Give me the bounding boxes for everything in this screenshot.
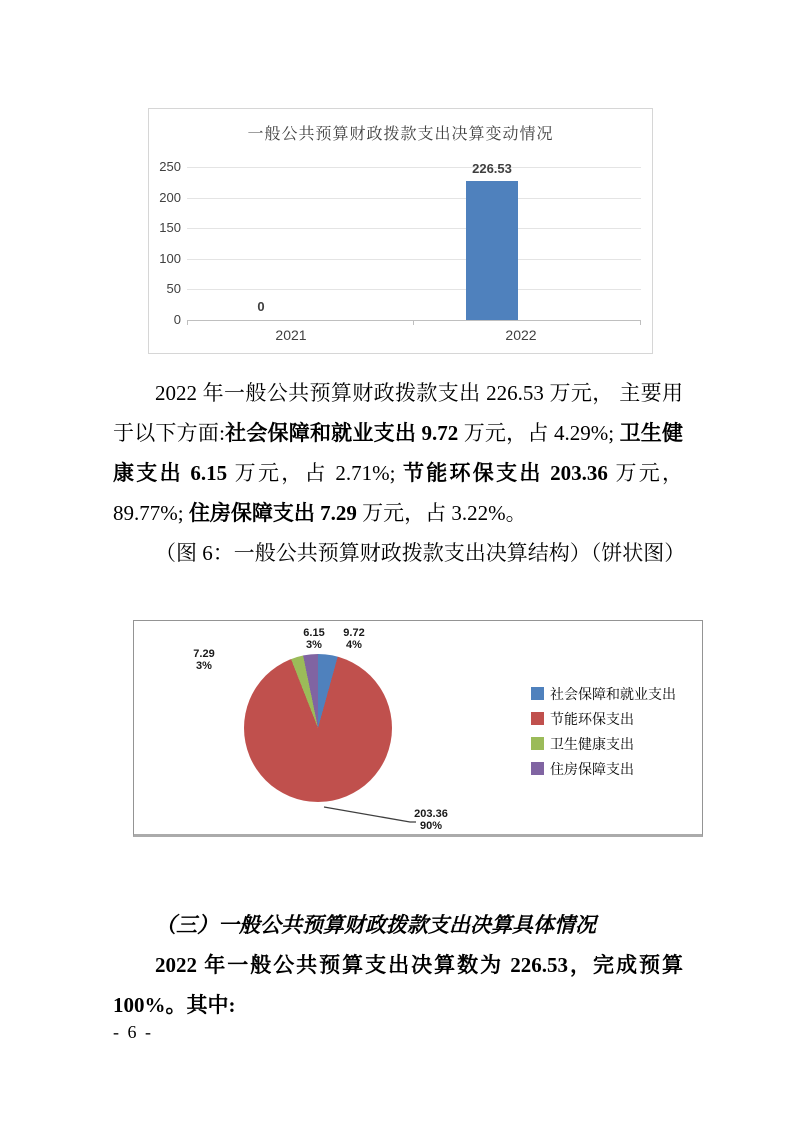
pie-legend xyxy=(531,681,676,781)
pie-label-value: 6.15 xyxy=(303,627,325,639)
y-axis-tick-label: 50 xyxy=(166,281,181,296)
pie-label-value: 9.72 xyxy=(343,627,365,639)
legend-item xyxy=(531,681,676,706)
gridline xyxy=(187,289,641,290)
legend-label: 社会保障和就业支出 xyxy=(550,685,676,702)
x-axis-tick xyxy=(640,320,641,325)
legend-label: 节能环保支出 xyxy=(550,710,634,727)
text-run-bold: 卫生健康支出 6.15 xyxy=(113,421,684,485)
pie-label-value: 203.36 xyxy=(414,808,448,820)
text-run-bold: 住房保障支出 7.29 xyxy=(188,501,363,525)
figure-caption: （图 6：一般公共预算财政拨款支出决算结构）（饼状图） xyxy=(155,541,686,565)
legend-label: 卫生健康支出 xyxy=(550,735,634,752)
bar-data-label-2022: 226.53 xyxy=(472,161,512,176)
pie-circle xyxy=(244,654,392,802)
bar-2022 xyxy=(466,181,518,320)
y-axis-tick-label: 200 xyxy=(159,190,181,205)
x-axis-tick xyxy=(187,320,188,325)
text-run: 万元，占 3.22%。 xyxy=(362,501,527,525)
y-axis-tick-label: 150 xyxy=(159,220,181,235)
paragraph-expenditure-breakdown xyxy=(113,373,683,533)
pie-label-social-security xyxy=(326,627,382,651)
text-run: 万元，占 4.29%; xyxy=(463,421,620,445)
gridline xyxy=(187,198,641,199)
legend-item xyxy=(531,731,676,756)
category-label-2021: 2021 xyxy=(275,327,307,343)
pie-label-percent: 90% xyxy=(419,820,443,832)
gridline xyxy=(187,228,641,229)
pie-label-value: 7.29 xyxy=(193,648,215,660)
gridline xyxy=(187,167,641,168)
section-heading: （三）一般公共预算财政拨款支出决算具体情况 xyxy=(155,913,596,937)
text-run-bold: 节能环保支出 203.36 xyxy=(402,461,616,485)
pie-label-percent: 3% xyxy=(196,660,212,672)
y-axis-tick-label: 0 xyxy=(173,312,181,327)
legend-swatch-icon xyxy=(531,762,544,775)
pie-label-housing xyxy=(176,648,232,672)
bar-chart-title: 一般公共预算财政拨款支出决算变动情况 xyxy=(247,126,554,143)
y-axis-tick-label: 100 xyxy=(159,251,181,266)
legend-item xyxy=(531,756,676,781)
pie-label-percent: 4% xyxy=(346,639,362,651)
pie-label-energy xyxy=(403,808,459,832)
category-label-2022: 2022 xyxy=(505,327,537,343)
text-run: 2022 年一般公共预算财政拨款支出 226.53 万元， 主要用于以下方面: xyxy=(113,381,683,445)
legend-swatch-icon xyxy=(531,737,544,750)
legend-swatch-icon xyxy=(531,687,544,700)
x-axis-tick xyxy=(413,320,414,325)
pie-label-percent: 3% xyxy=(306,639,322,651)
paragraph-budget-completion: 2022 年一般公共预算支出决算数为 226.53，完成预算 100%。其中: xyxy=(113,953,683,1017)
legend-item xyxy=(531,706,676,731)
text-run-bold: 社会保障和就业支出 9.72 xyxy=(224,421,464,445)
text-run: 万元，89.77%; xyxy=(113,461,684,525)
gridline xyxy=(187,259,641,260)
legend-label: 住房保障支出 xyxy=(550,760,634,777)
bar-chart xyxy=(148,108,653,354)
pie-chart xyxy=(133,620,703,837)
page-number: - 6 - xyxy=(113,1022,153,1042)
text-run: 万元，占 2.71%; xyxy=(234,461,403,485)
y-axis-tick-label: 250 xyxy=(159,159,181,174)
bar-data-label-2021: 0 xyxy=(257,299,265,314)
x-axis-line xyxy=(187,320,641,321)
legend-swatch-icon xyxy=(531,712,544,725)
